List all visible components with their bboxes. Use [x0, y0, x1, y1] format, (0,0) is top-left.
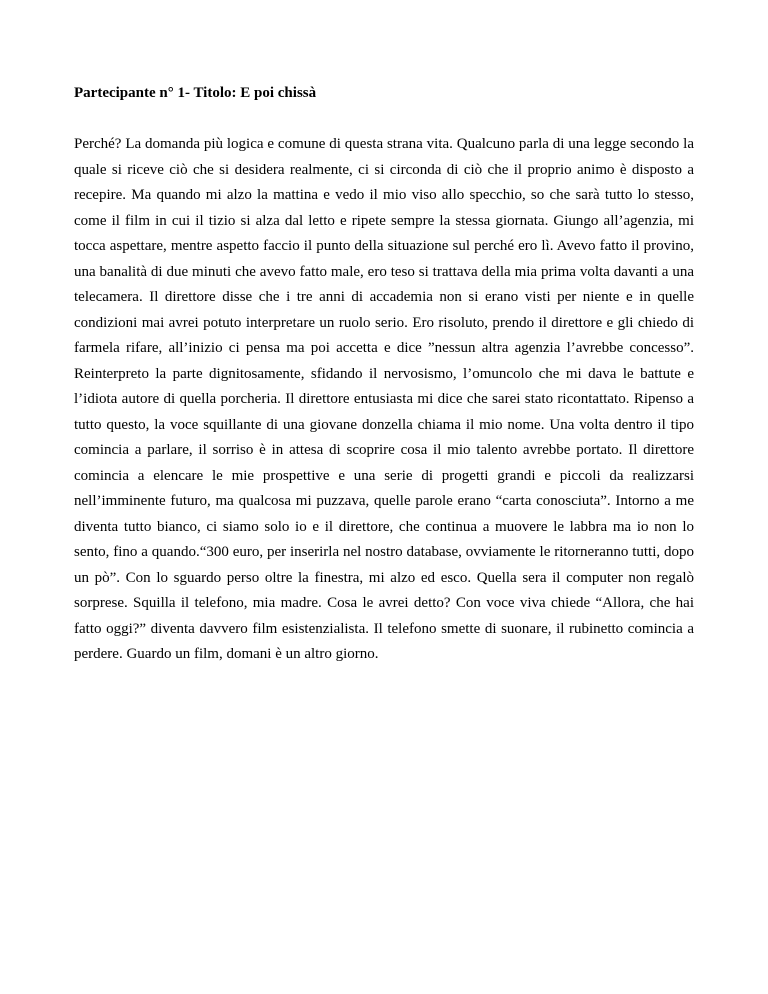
- document-title: Partecipante n° 1- Titolo: E poi chissà: [74, 85, 317, 101]
- document-page: [74, 80, 694, 668]
- document-body-paragraph: Perché? La domanda più logica e comune di questa strana vita. Qualcuno parla di una legge secondo la quale si riceve ciò che si desidera realmente, ci si circonda di ciò che il proprio animo è disposto a recepire. Ma quando mi alzo la mattina e vedo il mio viso allo specchio, so che sarà tutto lo stesso, come il film in cui il tizio si alza dal letto e ripete sempre la stessa giornata. Giungo all’agenzia, mi tocca aspettare, mentre aspetto faccio il punto della situazione sul perché ero lì. Avevo fatto il provino, una banalità di due minuti che avevo fatto male, ero teso si trattava della mia prima volta davanti a una telecamera. Il direttore disse che i tre anni di accademia non si erano visti per niente e in quelle condizioni mai avrei potuto interpretare un ruolo serio. Ero risoluto, prendo il direttore e gli chiedo di farmela rifare, all’inizio ci pensa ma poi accetta e dice ”nessun altra agenzia l’avrebbe concesso”. Reinterpreto la parte dignitosamente, sfidando il nervosismo, l’omuncolo che mi dava le battute e l’idiota autore di quella porcheria. Il direttore entusiasta mi dice che sarei stato ricontattato. Ripenso a tutto questo, la voce squillante di una giovane donzella chiama il mio nome. Una volta dentro il tipo comincia a parlare, il sorriso è in attesa di scoprire cosa il mio talento avrebbe portato. Il direttore comincia a elencare le mie prospettive e una serie di progetti grandi e piccoli da realizzarsi nell’imminente futuro, ma qualcosa mi puzzava, quelle parole erano “carta conosciuta”. Intorno a me diventa tutto bianco, ci siamo solo io e il direttore, che continua a muovere le labbra ma io non lo sento, fino a quando.“300 euro, per inserirla nel nostro database, ovviamente le ritorneranno tutti, dopo un pò”. Con lo sguardo perso oltre la finestra, mi alzo ed esco. Quella sera il computer non regalò sorprese. Squilla il telefono, mia madre. Cosa le avrei detto? Con voce viva chiede “Allora, che hai fatto oggi?” diventa davvero film esistenzialista. Il telefono smette di suonare, il rubinetto comincia a perdere. Guardo un film, domani è un altro giorno.: [74, 136, 694, 662]
